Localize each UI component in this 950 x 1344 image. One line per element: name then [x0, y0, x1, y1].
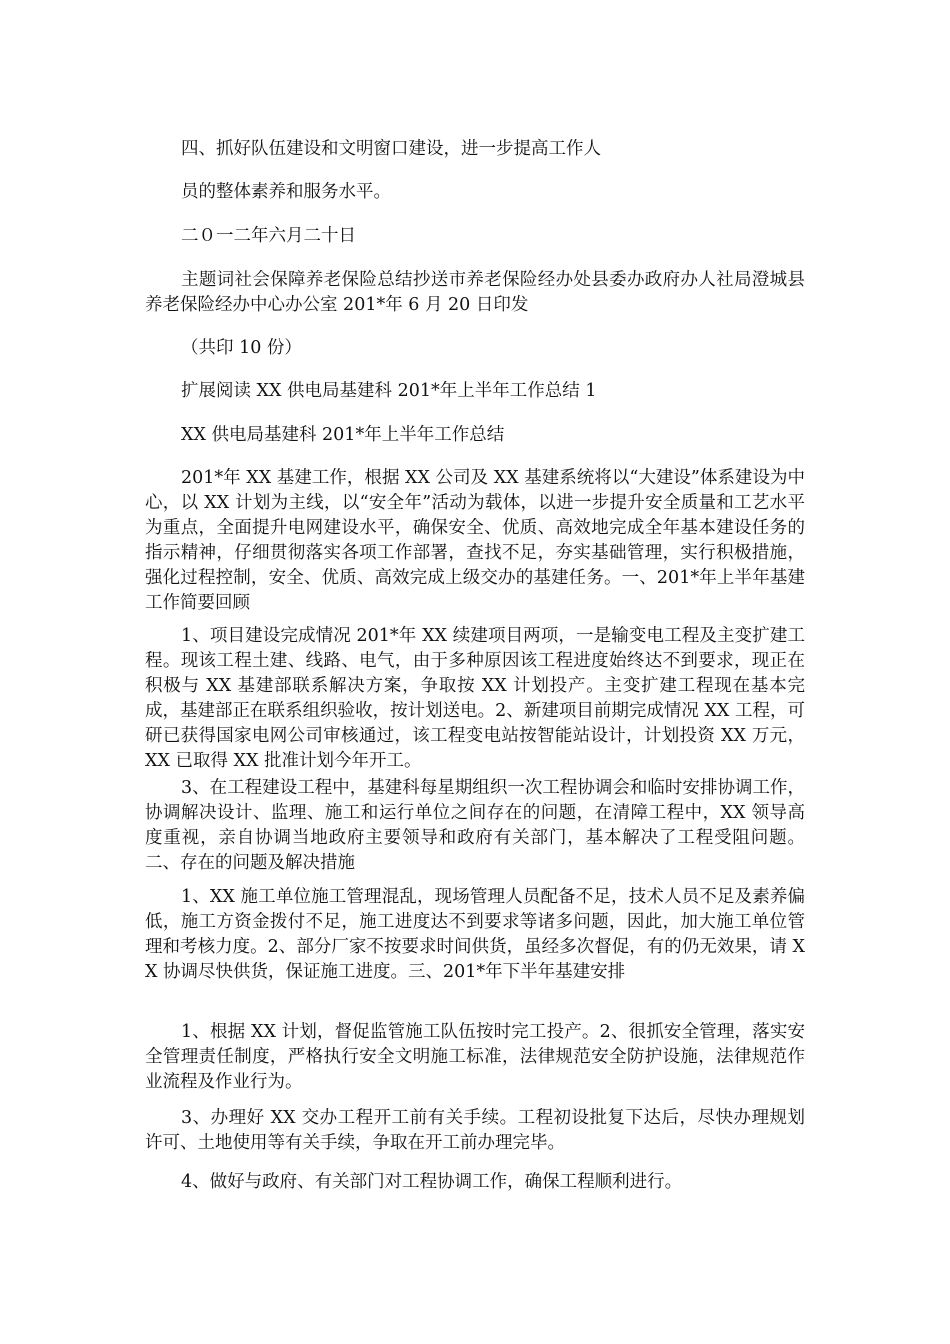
- paragraph-team-building-cont: 员的整体素养和服务水平。: [181, 182, 391, 202]
- paragraph-extended-reading: 扩展阅读 XX 供电局基建科 201*年上半年工作总结 1: [181, 381, 597, 401]
- paragraph-coordination: 3、在工程建设工程中，基建科每星期组织一次工程协调会和临时安排协调工作，协调解决设计、监理、施工和运行单位之间存在的问题，在清障工程中，XX 领导高度重视，亲自协调当地政府主要领导和政府有关部门，基本解决了工程受阻问题。二、存在的问题及解决措施: [145, 778, 805, 873]
- paragraph-procedures: 3、办理好 XX 交办工程开工前有关手续。工程初设批复下达后，尽快办理规划许可、土地使用等有关手续，争取在开工前办理完毕。: [145, 1108, 805, 1153]
- paragraph-subject-words: 主题词社会保障养老保险总结抄送市养老保险经办处县委办政府办人社局澄城县养老保险经办中心办公室 201*年 6 月 20 日印发: [145, 270, 805, 315]
- paragraph-overview: 201*年 XX 基建工作，根据 XX 公司及 XX 基建系统将以“大建设”体系建设为中心，以 XX 计划为主线，以“安全年”活动为载体，以进一步提升安全质量和工艺水平为重点，全面提升电网建设水平，确保安全、优质、高效地完成全年基本建设任务的指示精神，仔细贯彻落实各项工作部署，查找不足，夯实基础管理，实行积极措施，强化过程控制，安全、优质、高效完成上级交办的基建任务。一、201*年上半年基建工作简要回顾: [145, 468, 805, 613]
- paragraph-copies: （共印 10 份）: [181, 338, 302, 358]
- paragraph-second-half-plan: 1、根据 XX 计划，督促监管施工队伍按时完工投产。2、很抓安全管理，落实安全管理责任制度，严格执行安全文明施工标准，法律规范安全防护设施，法律规范作业流程及作业行为。: [145, 1022, 805, 1092]
- paragraph-team-building: 四、抓好队伍建设和文明窗口建设，进一步提高工作人: [181, 139, 601, 159]
- paragraph-problems: 1、XX 施工单位施工管理混乱，现场管理人员配备不足，技术人员不足及素养偏低，施工方资金拨付不足，施工进度达不到要求等诸多问题，因此，加大施工单位管理和考核力度。2、部分厂家不按要求时间供货，虽经多次督促，有的仍无效果，请 XX 协调尽快供货，保证施工进度。三、201*年下半年基建安排: [145, 887, 805, 982]
- paragraph-date: 二０一二年六月二十日: [181, 226, 356, 246]
- paragraph-project-status: 1、项目建设完成情况 201*年 XX 续建项目两项，一是输变电工程及主变扩建工程。现该工程土建、线路、电气，由于多种原因该工程进度始终达不到要求，现正在积极与 XX 基建部联系解决方案，争取按 XX 计划投产。主变扩建工程现在基本完成，基建部正在联系组织验收，按计划送电。2、新建项目前期完成情况 XX 工程，可研已获得国家电网公司审核通过，该工程变电站按智能站设计，计划投资 XX 万元，XX 已取得 XX 批准计划今年开工。: [145, 626, 805, 771]
- paragraph-summary-title: XX 供电局基建科 201*年上半年工作总结: [181, 425, 505, 445]
- paragraph-government-coordination: 4、做好与政府、有关部门对工程协调工作，确保工程顺利进行。: [181, 1172, 683, 1192]
